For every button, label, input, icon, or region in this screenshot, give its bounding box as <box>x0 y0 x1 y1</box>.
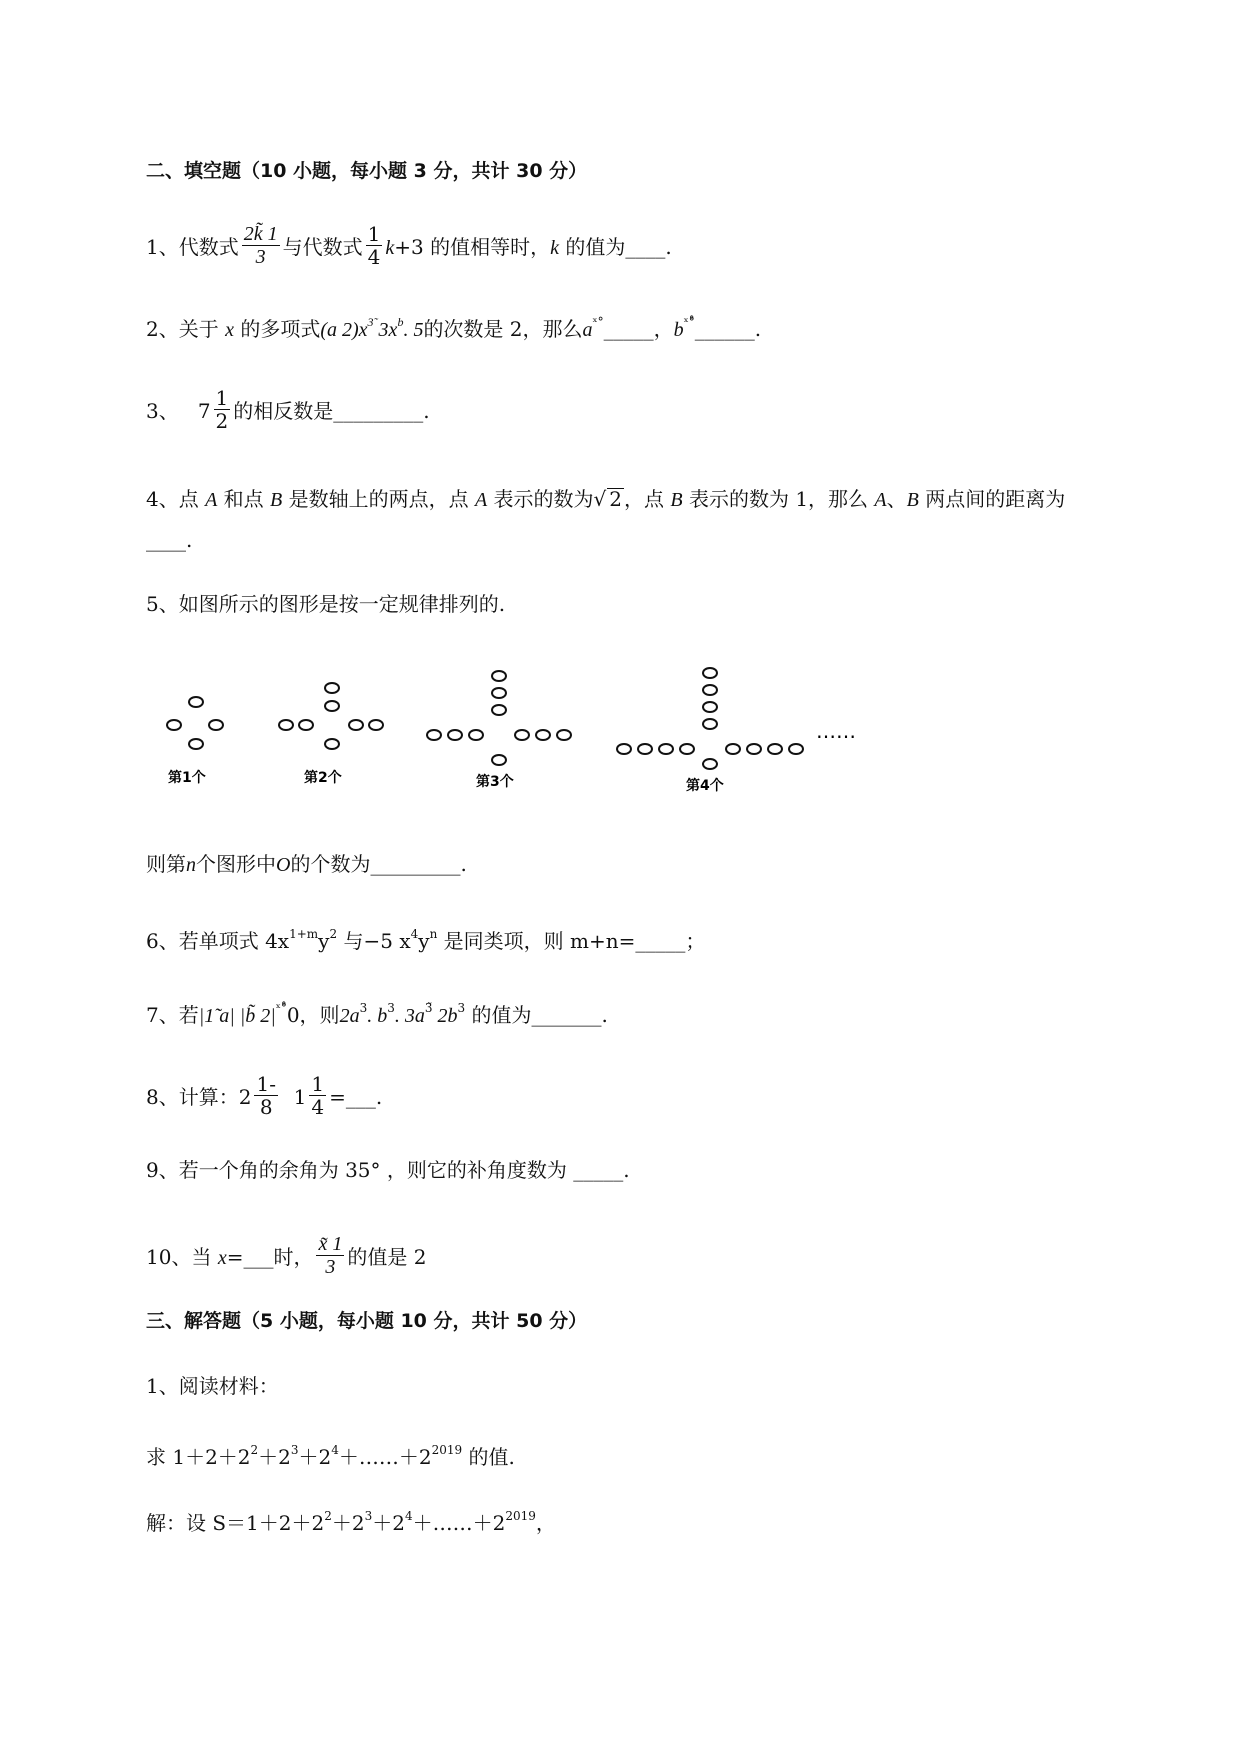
q2-end: . <box>754 317 762 341</box>
q4-answer-blank[interactable]: ____ <box>146 528 186 552</box>
question-3 <box>146 386 430 435</box>
question-4-continued <box>146 530 192 550</box>
q10-frac-denominator: 3 <box>316 1255 344 1278</box>
question-10 <box>146 1233 427 1281</box>
q2-exponent-2: b <box>397 315 404 329</box>
q7-mark: ˣ°̊ <box>275 1001 287 1015</box>
q2-answer-blank-b[interactable]: ______ <box>694 317 755 341</box>
q9-text: 9、若一个角的余角为 35° ，则它的补角度数为 <box>146 1158 574 1182</box>
solve-1-question <box>146 1444 515 1467</box>
q7-exp-1: 3 <box>359 1001 368 1015</box>
pattern-circle <box>189 739 203 749</box>
q7-answer-blank[interactable]: _______ <box>531 1003 602 1027</box>
q6-exp-4: n <box>429 927 438 941</box>
pattern-figure <box>160 660 880 804</box>
q3-tail: 的相反数是 <box>233 399 334 423</box>
q5-after-mid: 个图形中 <box>196 852 276 876</box>
pattern-circle <box>703 759 717 769</box>
q8-frac1-numerator: 1- <box>256 1072 276 1096</box>
q4-point-a-3: A <box>874 489 887 511</box>
q2-poly-part3: . 5 <box>403 319 424 341</box>
q10-mid: 时， <box>273 1245 314 1269</box>
pattern-circle <box>167 720 181 730</box>
q7-end: . <box>601 1003 608 1027</box>
q5-after-tail: 的个数为 <box>290 852 371 876</box>
pattern-circle <box>469 730 483 740</box>
q2-var-b: b <box>673 319 684 341</box>
caption-1: 第1个 <box>168 770 206 786</box>
solve-1-heading: 1、阅读材料： <box>146 1374 279 1398</box>
s3-exp-2: 3 <box>364 1509 373 1523</box>
pattern-circle <box>747 744 761 754</box>
q1-frac2-denominator: 4 <box>367 245 381 269</box>
q6-prefix: 6、若单项式 4x <box>146 929 290 953</box>
s2-part-3: ＋2 <box>298 1445 332 1469</box>
q4-point-a: A <box>205 489 218 511</box>
q4-point-b-2: B <box>670 489 683 511</box>
q2-mid: 的多项式 <box>233 317 321 341</box>
q10-tail: 的值是 2 <box>347 1245 427 1269</box>
pattern-circle <box>680 744 694 754</box>
q8-whole-2: 1 <box>293 1085 307 1109</box>
q8-frac1-denominator: 8 <box>254 1095 277 1118</box>
s3-exp-4: 2019 <box>505 1509 536 1523</box>
q8-frac2-denominator: 4 <box>311 1095 325 1119</box>
q1-var-k2: k <box>550 237 559 259</box>
q10-equals: = <box>226 1245 244 1269</box>
pattern-circle <box>703 668 717 678</box>
caption-2: 第2个 <box>304 770 342 786</box>
section-title-fill-blank: 二、填空题（10 小题，每小题 3 分，共计 30 分） <box>146 160 588 182</box>
s2-exp-3: 4 <box>331 1443 339 1457</box>
q1-fraction-1 <box>242 223 280 268</box>
q5-after-prefix: 则第 <box>146 852 186 876</box>
q1-frac1-denominator: 3 <box>242 245 280 268</box>
pattern-circle <box>638 744 652 754</box>
s2-part-1: 求 1＋2＋2 <box>146 1445 251 1469</box>
question-5: 5、如图所示的图形是按一定规律排列的. <box>146 592 506 616</box>
s3-part-4: ＋……＋2 <box>412 1511 506 1535</box>
q7-expr-3: 2a <box>339 1005 360 1027</box>
pattern-circle <box>189 697 203 707</box>
q1-mid: 与代数式 <box>282 235 363 259</box>
section-title-solve: 三、解答题（5 小题，每小题 10 分，共计 50 分） <box>146 1310 588 1332</box>
question-9 <box>146 1160 630 1180</box>
pattern-circle <box>659 744 673 754</box>
pattern-circle <box>703 702 717 712</box>
q1-frac2-numerator: 1 <box>367 222 381 246</box>
s2-exp-1: 2 <box>250 1443 259 1457</box>
q10-answer-blank[interactable]: ___ <box>243 1245 274 1269</box>
s3-part-1: 解：设 S＝1＋2＋2 <box>146 1511 325 1535</box>
s2-exp-4: 2019 <box>431 1443 463 1457</box>
q4-text-3: 表示的数为 <box>487 487 594 511</box>
q4-text-1: 和点 <box>217 487 271 511</box>
q5-answer-blank[interactable]: _________ <box>370 852 461 876</box>
q6-answer-blank[interactable]: _____ <box>635 929 686 953</box>
q8-frac2-numerator: 1 <box>311 1072 325 1096</box>
q10-prefix: 10、当 <box>146 1245 218 1269</box>
pattern-circle <box>427 730 441 740</box>
q3-fraction <box>214 387 231 432</box>
q7-abs-expression: |1̃ a| |b̃ 2| <box>198 1005 276 1027</box>
question-8 <box>146 1072 383 1121</box>
pattern-circle <box>325 701 339 711</box>
q4-prefix: 4、点 <box>146 487 206 511</box>
q7-expr-5: . 3a <box>394 1005 425 1027</box>
q10-fraction <box>316 1233 344 1278</box>
pattern-circle <box>617 744 631 754</box>
pattern-circle <box>448 730 462 740</box>
q7-expr-4: . b <box>367 1005 388 1027</box>
question-6 <box>146 928 705 951</box>
q3-frac-numerator: 1 <box>215 386 229 410</box>
pattern-circle <box>726 744 740 754</box>
q2-exponent-1: 3̃ <box>367 315 374 329</box>
pattern-circle <box>349 720 363 730</box>
q2-mark-2: ˣ°̊ <box>683 315 695 329</box>
q8-equals: = <box>329 1085 346 1109</box>
q2-answer-blank-a[interactable]: _____ <box>603 317 654 341</box>
pattern-circle <box>492 755 506 765</box>
q6-exp-1: 1+m <box>289 927 319 941</box>
question-1 <box>146 222 672 271</box>
q2-var-x: x <box>225 319 234 341</box>
q7-tail: 的值为 <box>465 1003 532 1027</box>
q5-end: . <box>460 852 467 876</box>
q9-answer-blank[interactable]: _____ <box>573 1158 624 1182</box>
pattern-ellipsis: …… <box>816 719 856 743</box>
q2-poly-part1: (a 2)x <box>320 319 368 341</box>
q8-answer-blank[interactable]: ___ <box>345 1085 376 1109</box>
q7-expr-2: 0，则 <box>286 1003 340 1027</box>
q3-answer-blank[interactable]: _________ <box>333 399 424 423</box>
q2-mark-1: ˣ° <box>592 315 604 329</box>
q3-end: . <box>423 399 430 423</box>
q6-var-y1: y <box>318 929 330 953</box>
pattern-3 <box>427 671 571 765</box>
caption-4: 第4个 <box>686 778 724 794</box>
pattern-circle <box>299 720 313 730</box>
q4-text-6: 、 <box>886 487 907 511</box>
s2-part-5: 的值. <box>462 1445 515 1469</box>
pattern-circle <box>492 688 506 698</box>
q9-end: . <box>623 1158 630 1182</box>
q6-var-y2: y <box>418 929 430 953</box>
q5-var-o: O <box>276 854 291 876</box>
question-4 <box>146 488 1065 510</box>
q7-exp-4: 3 <box>457 1001 466 1015</box>
question-2 <box>146 316 761 340</box>
pattern-1 <box>167 697 223 749</box>
q2-var-a: a <box>582 319 593 341</box>
q2-tail: 的次数是 2，那么 <box>423 317 583 341</box>
q2-prefix: 2、关于 <box>146 317 226 341</box>
q6-tail: 是同类项，则 m+n= <box>437 929 636 953</box>
q6-exp-3: 4 <box>410 927 419 941</box>
q1-tail2: 的值为 <box>558 235 626 259</box>
q3-whole-part: 7 <box>197 399 211 423</box>
q4-text-5: 表示的数为 1，那么 <box>682 487 875 511</box>
q4-point-a-2: A <box>474 489 488 511</box>
s2-exp-2: 3 <box>290 1443 299 1457</box>
q8-fraction-2 <box>309 1073 326 1118</box>
pattern-circle <box>768 744 782 754</box>
s3-part-5: ， <box>535 1511 556 1535</box>
pattern-circle <box>557 730 571 740</box>
q1-tail: +3 的值相等时， <box>394 235 551 259</box>
caption-3: 第3个 <box>476 774 514 790</box>
q2-poly-part2: 3x <box>373 319 398 341</box>
pattern-circle <box>279 720 293 730</box>
pattern-circle <box>703 719 717 729</box>
sqrt-icon: √ <box>593 487 607 511</box>
q8-prefix: 8、计算： <box>146 1085 239 1109</box>
q1-frac1-numerator: 2k̃ 1 <box>243 223 278 245</box>
q5-var-n: n <box>186 854 196 876</box>
solve-1-solution <box>146 1510 556 1533</box>
q10-var-x: x <box>217 1247 227 1269</box>
pattern-circle <box>492 705 506 715</box>
q4-text-7: 两点间的距离为 <box>918 487 1066 511</box>
q10-frac-numerator: x̃ 1 <box>318 1233 343 1255</box>
q7-exp-2: 3 <box>387 1001 395 1015</box>
pattern-circle <box>515 730 529 740</box>
q7-exp-3: 3̃ <box>424 1001 433 1015</box>
question-7 <box>146 1002 608 1026</box>
q4-point-b: B <box>270 489 283 511</box>
q3-prefix: 3、 <box>146 399 179 423</box>
q1-fraction-2 <box>366 223 383 268</box>
q1-var-k: k <box>385 237 395 259</box>
q4-text-4: ，点 <box>624 487 671 511</box>
pattern-circle <box>789 744 803 754</box>
pattern-circle <box>325 739 339 749</box>
s3-part-3: ＋2 <box>372 1511 405 1535</box>
q8-end: . <box>375 1085 383 1109</box>
q1-end: . <box>665 235 672 259</box>
s3-exp-3: 4 <box>404 1509 413 1523</box>
q7-prefix: 7、若 <box>146 1003 199 1027</box>
q8-whole-1: 2 <box>238 1085 252 1109</box>
q1-prefix: 1、代数式 <box>146 235 239 259</box>
circle-pattern-diagram <box>160 660 880 800</box>
pattern-circle <box>703 685 717 695</box>
q4-point-b-3: B <box>906 489 919 511</box>
pattern-circle <box>369 720 383 730</box>
q4-text-2: 是数轴上的两点，点 <box>282 487 475 511</box>
q4-end: . <box>186 528 193 552</box>
q8-fraction-1 <box>254 1073 277 1118</box>
s2-part-2: ＋2 <box>258 1445 291 1469</box>
pattern-circle <box>325 683 339 693</box>
q3-frac-denominator: 2 <box>215 409 229 433</box>
pattern-circle <box>492 671 506 681</box>
q2-comma: ， <box>653 317 674 341</box>
s2-part-4: ＋……＋2 <box>338 1445 432 1469</box>
s3-part-2: ＋2 <box>331 1511 365 1535</box>
pattern-2 <box>279 683 383 749</box>
q4-sqrt-value: 2 <box>609 487 623 511</box>
q6-mid: 与−5 x <box>337 929 411 953</box>
q1-answer-blank[interactable]: ____ <box>625 235 666 259</box>
s3-exp-1: 2 <box>324 1509 332 1523</box>
question-5-followup <box>146 854 467 875</box>
q7-expr-6: 2b <box>432 1005 458 1027</box>
pattern-4 <box>617 668 803 769</box>
pattern-circle <box>536 730 550 740</box>
q6-end: ； <box>685 929 706 953</box>
q6-exp-2: 2 <box>329 927 338 941</box>
pattern-circle <box>209 720 223 730</box>
